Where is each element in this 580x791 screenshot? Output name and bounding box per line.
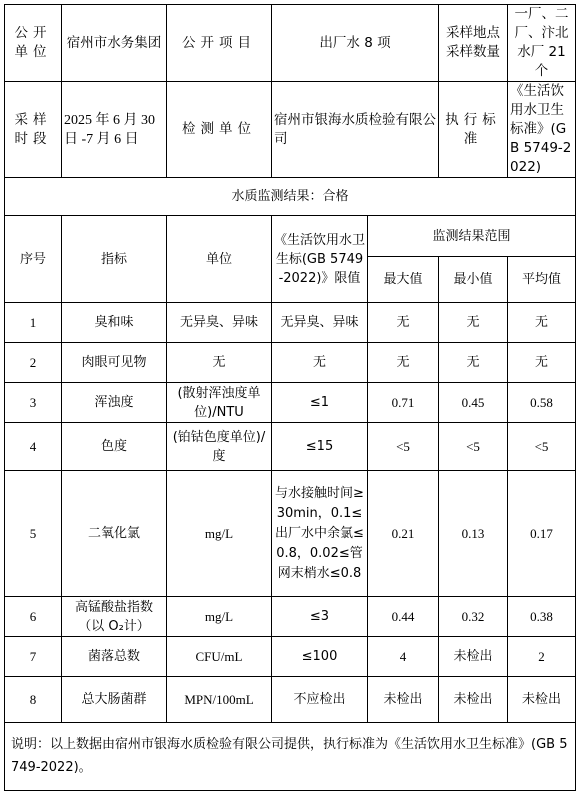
row-min: 未检出 xyxy=(439,677,508,723)
row-indicator: 色度 xyxy=(62,423,167,471)
result-title: 水质监测结果：合格 xyxy=(5,178,576,216)
row-indicator: 二氧化氯 xyxy=(62,471,167,597)
sampling-points-value: 一厂、二厂、汴北水厂 21 个 xyxy=(508,5,576,82)
row-unit: 无 xyxy=(167,343,272,383)
row-seq: 1 xyxy=(5,303,62,343)
row-max: 4 xyxy=(368,637,439,677)
table-row xyxy=(5,303,576,343)
table-row xyxy=(5,471,576,597)
test-unit-label: 检测单位 xyxy=(167,82,272,178)
table-row xyxy=(5,637,576,677)
row-avg: 0.17 xyxy=(508,471,576,597)
row-max: <5 xyxy=(368,423,439,471)
row-seq: 8 xyxy=(5,677,62,723)
row-max: 无 xyxy=(368,343,439,383)
row-indicator: 浑浊度 xyxy=(62,383,167,423)
row-unit: (铂钴色度单位)/度 xyxy=(167,423,272,471)
row-avg: 无 xyxy=(508,343,576,383)
row-max: 无 xyxy=(368,303,439,343)
row-min: 0.32 xyxy=(439,597,508,637)
table-row xyxy=(5,383,576,423)
row-indicator: 臭和味 xyxy=(62,303,167,343)
publish-item-label: 公开项目 xyxy=(167,5,272,82)
row-limit: ≤100 xyxy=(272,637,368,677)
row-max: 0.21 xyxy=(368,471,439,597)
col-seq-header: 序号 xyxy=(5,216,62,303)
col-range-header: 监测结果范围 xyxy=(368,216,576,257)
col-limit-header: 《生活饮用水卫生标(GB 5749-2022)》限值 xyxy=(272,216,368,303)
sampling-points-label: 采样地点采样数量 xyxy=(439,5,508,82)
row-unit: CFU/mL xyxy=(167,637,272,677)
row-indicator: 肉眼可见物 xyxy=(62,343,167,383)
row-indicator: 高锰酸盐指数（以 O₂计） xyxy=(62,597,167,637)
row-unit: (散射浑浊度单位)/NTU xyxy=(167,383,272,423)
col-indicator-header: 指标 xyxy=(62,216,167,303)
row-seq: 3 xyxy=(5,383,62,423)
row-min: 无 xyxy=(439,303,508,343)
row-avg: 未检出 xyxy=(508,677,576,723)
publish-item-value: 出厂水 8 项 xyxy=(272,5,439,82)
row-seq: 5 xyxy=(5,471,62,597)
row-limit: 与水接触时间≥30min，0.1≤出厂水中余氯≤0.8，0.02≤管网末梢水≤0.8 xyxy=(272,471,368,597)
row-min: 无 xyxy=(439,343,508,383)
col-min-header: 最小值 xyxy=(439,257,508,303)
row-avg: 2 xyxy=(508,637,576,677)
note-row xyxy=(5,723,576,791)
col-max-header: 最大值 xyxy=(368,257,439,303)
row-min: 未检出 xyxy=(439,637,508,677)
row-unit: MPN/100mL xyxy=(167,677,272,723)
water-quality-table xyxy=(4,4,576,791)
row-avg: 0.58 xyxy=(508,383,576,423)
col-avg-header: 平均值 xyxy=(508,257,576,303)
standard-label: 执行标准 xyxy=(439,82,508,178)
result-title-row xyxy=(5,178,576,216)
sampling-period-label: 采样时段 xyxy=(5,82,62,178)
row-max: 0.44 xyxy=(368,597,439,637)
row-limit: 不应检出 xyxy=(272,677,368,723)
standard-value: 《生活饮用水卫生标准》(GB 5749-2022) xyxy=(508,82,576,178)
row-min: 0.45 xyxy=(439,383,508,423)
row-limit: ≤3 xyxy=(272,597,368,637)
row-unit: 无异臭、异味 xyxy=(167,303,272,343)
row-indicator: 总大肠菌群 xyxy=(62,677,167,723)
row-seq: 4 xyxy=(5,423,62,471)
report-container xyxy=(4,4,576,791)
row-indicator: 菌落总数 xyxy=(62,637,167,677)
table-row xyxy=(5,597,576,637)
header-row-1 xyxy=(5,5,576,82)
row-max: 未检出 xyxy=(368,677,439,723)
header-row-2 xyxy=(5,82,576,178)
column-header-row-1 xyxy=(5,216,576,257)
publish-unit-label: 公开单位 xyxy=(5,5,62,82)
row-unit: mg/L xyxy=(167,597,272,637)
publish-unit-value: 宿州市水务集团 xyxy=(62,5,167,82)
table-row xyxy=(5,677,576,723)
row-seq: 7 xyxy=(5,637,62,677)
note-text: 说明：以上数据由宿州市银海水质检验有限公司提供，执行标准为《生活饮用水卫生标准》(GB 5749-2022)。 xyxy=(5,723,576,791)
row-avg: 0.38 xyxy=(508,597,576,637)
col-unit-header: 单位 xyxy=(167,216,272,303)
test-unit-value: 宿州市银海水质检验有限公司 xyxy=(272,82,439,178)
row-min: 0.13 xyxy=(439,471,508,597)
row-max: 0.71 xyxy=(368,383,439,423)
row-min: <5 xyxy=(439,423,508,471)
row-avg: <5 xyxy=(508,423,576,471)
row-seq: 6 xyxy=(5,597,62,637)
row-limit: ≤1 xyxy=(272,383,368,423)
table-row xyxy=(5,343,576,383)
row-limit: 无异臭、异味 xyxy=(272,303,368,343)
sampling-period-value: 2025 年 6 月 30 日 -7 月 6 日 xyxy=(62,82,167,178)
table-row xyxy=(5,423,576,471)
row-avg: 无 xyxy=(508,303,576,343)
row-limit: ≤15 xyxy=(272,423,368,471)
row-unit: mg/L xyxy=(167,471,272,597)
row-seq: 2 xyxy=(5,343,62,383)
row-limit: 无 xyxy=(272,343,368,383)
